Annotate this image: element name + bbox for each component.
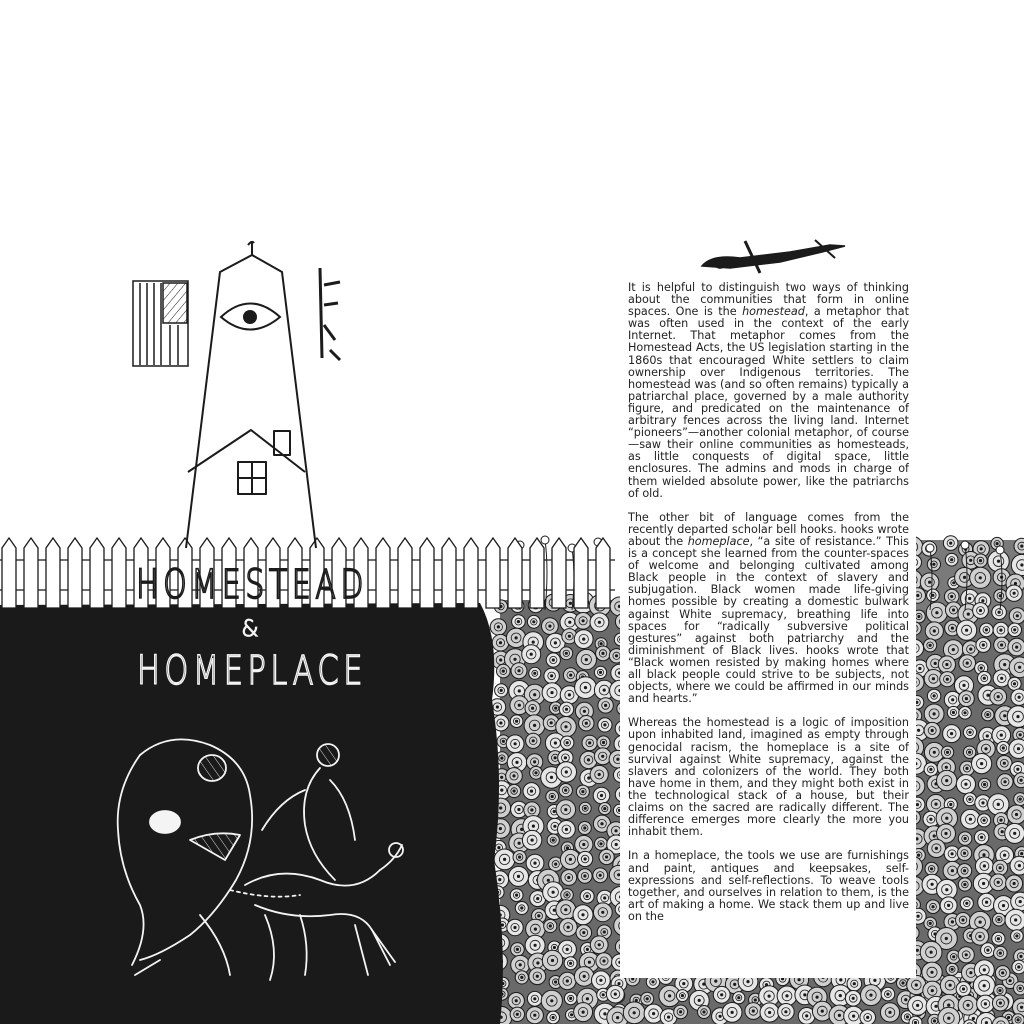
flower-icon [940,897,957,914]
title-homestead: HOMESTEAD [136,562,368,608]
fence-picket [420,538,434,608]
flower-icon [927,839,945,857]
article-paragraph [628,850,909,923]
flower-icon [598,718,612,732]
flower-icon [924,763,938,777]
flower-icon [576,649,596,669]
flower-icon [559,784,572,797]
flower-icon [559,918,577,936]
flower-icon [1012,1014,1024,1024]
flower-icon [1011,930,1024,943]
flower-icon [937,770,957,790]
flower-icon [997,774,1013,790]
flower-icon [1005,823,1024,843]
flower-icon [760,1003,779,1022]
flower-icon [927,558,940,571]
flower-icon [526,854,544,872]
fence-picket [398,538,412,608]
flower-icon [510,1007,524,1021]
flower-icon [674,1005,688,1019]
flower-icon [976,638,991,653]
fence-picket [508,538,522,608]
fence-picket [46,538,60,608]
flower-icon [590,936,608,954]
flower-icon [1007,805,1024,824]
article-text-run: It is helpful to distinguish two ways of thinking about the communities that form in online spaces. One is the [628,282,909,319]
flower-icon [582,735,597,750]
flower-icon [541,990,562,1011]
flower-icon [733,992,745,1004]
flower-icon [881,987,895,1001]
flower-icon [713,986,730,1003]
flower-icon [508,993,524,1009]
flower-icon [510,889,523,902]
flower-icon [992,605,1007,620]
flower-icon [593,903,612,922]
flower-icon [594,666,606,678]
flower-icon [510,715,523,728]
flower-icon [956,913,971,928]
flower-icon [861,985,882,1006]
flower-icon [926,602,947,623]
flower-icon [777,986,797,1006]
flower-icon [564,992,577,1005]
flower-icon [559,702,573,716]
flower-icon [592,971,611,990]
flower-icon [927,589,940,602]
flower-icon [961,541,969,549]
flower-icon [590,613,609,632]
drone-icon [702,240,845,273]
flower-icon [1006,875,1023,892]
flower-icon [529,968,546,985]
flower-icon [926,544,934,552]
flower-icon [546,653,560,667]
flower-icon [880,1003,899,1022]
fence-picket [552,538,566,608]
flower-icon [495,684,508,697]
fence-picket [530,538,544,608]
flower-icon [644,1004,663,1023]
flower-icon [513,851,526,864]
flower-icon [994,946,1008,960]
flower-icon [599,803,611,815]
flower-icon [564,957,577,970]
flower-icon [676,990,688,1002]
flower-icon [947,706,959,718]
flower-icon [943,725,961,743]
flower-icon [972,754,992,774]
flower-icon [994,589,1007,602]
flower-icon [990,874,1007,891]
flower-icon [574,1003,593,1022]
flower-icon [920,573,939,592]
flower-icon [958,947,974,963]
flower-icon [975,857,993,875]
flower-icon [576,925,592,941]
flower-icon [990,688,1007,705]
flower-icon [925,622,943,640]
flower-icon [924,722,940,738]
flower-icon [556,762,576,782]
flower-icon [506,768,523,785]
fence-picket [376,538,390,608]
flower-icon [526,733,541,748]
flower-icon [507,784,520,797]
flower-icon [596,953,612,969]
flower-icon [559,972,576,989]
flower-icon [1009,739,1024,758]
flower-icon [977,995,995,1013]
flower-icon [556,800,576,820]
flower-icon [974,554,987,567]
flower-icon [560,647,573,660]
flower-icon [578,822,591,835]
flower-icon [978,671,992,685]
flower-icon [543,882,564,903]
flower-icon [920,941,942,963]
flower-icon [922,962,942,982]
flower-icon [506,735,524,753]
flower-icon [542,950,562,970]
flower-icon [522,645,541,664]
flower-icon [558,821,576,839]
flower-icon [547,1011,560,1024]
flower-icon [959,707,972,720]
flower-icon [958,832,972,846]
flower-icon [943,536,958,551]
flower-icon [995,966,1010,981]
flower-icon [527,615,540,628]
flower-icon [993,913,1006,926]
flower-icon [547,834,559,846]
flower-icon [590,765,608,783]
flower-icon [938,1007,960,1024]
flower-icon [908,996,928,1016]
flower-icon [958,878,971,891]
flower-icon [960,897,973,910]
article-text-run: , “a site of resistance.” This is a concept she learned from the counter-spaces of welcome and belonging cultivated among Black people in the context of slavery and subjugation. Black women made life-giving homes possible by creating a domestic bulwark against White supremacy, breathing life into spaces for “radically subversive political gestures” against both patriarchy and the diminishment of Black lives. hooks wrote that “Black women resisted by making homes where all black people could strive to be subjects, not objects, where we could be affirmed in our minds and hearts.” [628,534,909,706]
flower-icon [494,849,515,870]
fence-picket [90,538,104,608]
flower-icon [511,663,527,679]
flower-icon [563,668,578,683]
flower-icon [698,1006,711,1019]
flower-icon [1007,706,1024,728]
fence-picket [2,538,16,608]
flower-icon [979,778,991,790]
flower-icon [575,613,592,630]
fence-picket [596,538,610,608]
flower-icon [575,677,597,699]
flower-icon [959,691,975,707]
flower-icon [529,667,541,679]
flower-icon [956,982,971,997]
fence-picket [24,538,38,608]
flower-icon [978,814,991,827]
flower-icon [926,900,940,914]
flower-icon [574,630,593,649]
flower-icon [515,902,528,915]
flower-icon [507,919,523,935]
flower-icon [593,787,610,804]
flower-icon [924,704,944,724]
flower-icon [963,726,976,739]
flower-icon [957,846,971,860]
flower-icon [1006,585,1022,601]
flower-icon [512,615,526,629]
flower-icon [578,869,592,883]
flower-icon [606,985,624,1003]
flower-icon [575,835,593,853]
flower-icon [1009,608,1024,624]
flower-icon [993,622,1009,638]
flower-icon [959,655,976,672]
eye-icon [221,304,280,330]
flower-icon [1008,677,1021,690]
flower-icon [957,620,977,640]
flower-icon [595,837,608,850]
flower-icon [1005,909,1024,930]
flower-icon [973,975,995,997]
flower-icon [940,672,955,687]
title-ampersand: & [241,617,259,642]
flower-icon [599,849,614,864]
flower-icon [542,683,562,703]
flower-icon [745,1003,762,1020]
flower-icon [525,701,540,716]
flower-icon [1010,856,1024,875]
flower-icon [993,860,1008,875]
article-paragraph [628,717,909,838]
flower-icon [594,748,611,765]
article-text-run: The other bit of language comes from the recently departed scholar bell hooks. hooks wrote about the [628,510,909,548]
flower-icon [958,995,978,1015]
title-homeplace: HOMEPLACE [137,648,367,694]
flower-icon [593,868,608,883]
flower-icon [924,639,937,652]
fence-picket [574,538,588,608]
cross-icon [320,268,340,360]
flower-icon [579,802,591,814]
flower-icon [970,567,991,588]
article-text-run: Whereas the homestead is a logic of imposition upon inhabited land, imagined as empty through genocidal racism, the homeplace is a site of survival against White supremacy, against the slavers and colonizers of the world. They both have home in them, and they might both exist in the technological stack of a house, but their claims on the sacred are radically different. The difference emerges more clearly the more you inhabit them. [628,716,909,839]
flower-icon [981,943,996,958]
flower-icon [980,623,994,637]
fence-picket [464,538,478,608]
flower-icon [1012,960,1024,974]
flower-icon [515,971,528,984]
flower-icon [579,716,594,731]
flower-icon [992,932,1005,945]
flower-icon [988,794,1009,815]
flower-icon [1011,689,1024,705]
article-paragraph [628,512,909,706]
flower-icon [623,1002,645,1024]
flower-icon [561,870,577,886]
fence-picket [486,538,500,608]
flower-icon [927,689,940,702]
flower-icon [542,618,559,635]
flower-icon [578,851,593,866]
flower-icon [511,943,525,957]
flower-icon [845,991,861,1007]
flower-icon [525,935,545,955]
flower-icon [997,741,1010,754]
flower-icon [860,1010,876,1024]
flower-icon [497,664,511,678]
flower-icon [1014,793,1024,806]
flower-icon [509,866,529,886]
flower-icon [938,656,955,673]
flower-icon [490,619,506,635]
flower-icon [580,889,594,903]
flower-icon [544,668,559,683]
flower-icon [996,546,1004,554]
fence-picket [442,538,456,608]
flower-icon [973,603,989,619]
flower-icon [1014,982,1024,995]
flower-icon [598,698,613,713]
flower-icon [909,1016,922,1024]
flower-icon [992,995,1008,1011]
flower-icon [541,536,549,544]
flower-icon [994,637,1010,653]
article-text-run: homestead [742,305,805,319]
flower-icon [941,746,953,758]
flower-icon [982,708,994,720]
flower-icon [925,862,938,875]
flower-icon [546,790,559,803]
flower-icon [526,1007,543,1024]
flower-icon [1014,773,1024,788]
article-text-run: homeplace [687,534,750,548]
flower-icon [946,963,958,975]
flower-icon [527,991,542,1006]
flower-icon [561,736,574,749]
article-text-run: In a homeplace, the tools we use are furnishings and paint, antiques and keepsakes, self-expressions and self-reflections. To weave tools together, and ourselves in relation to them, is the art of making a home. We stack them up and live on the [628,849,909,923]
flower-icon [978,893,996,911]
fence-picket [68,538,82,608]
flower-icon [956,775,975,794]
flower-icon [596,646,611,661]
flower-icon [958,864,972,878]
flower-icon [523,783,540,800]
flower-icon [945,553,958,566]
flower-icon [1008,623,1022,637]
flower-icon [974,830,988,844]
article-paragraph [628,282,909,500]
flower-icon [597,736,610,749]
flower-icon [576,785,589,798]
flower-icon [778,1004,795,1021]
fence-picket [112,538,126,608]
flower-icon [574,967,594,987]
flower-icon [641,992,654,1005]
flower-icon [522,830,541,849]
tower-house [186,242,316,548]
flower-icon [722,1003,742,1023]
article-body [628,282,909,982]
article-text-run: , a metaphor that was often used in the context of the early Internet. That metaphor comes from the Homestead Acts, the US legislation starting in the 1860s that encouraged White settlers to claim ownership over Indigenous territories. The homestead was (and so often remains) typically a patriarchal place, governed by a male authority figure, and predicated on the maintenance of arbitrary fences across the living land. Internet “pioneers”—another colonial metaphor, of course—saw their online communities as homesteads, as little conquests of digital space, little enclosures. The admins and mods in charge of them wielded absolute power, like the patriarchs of old. [628,305,909,500]
flower-icon [1008,638,1024,656]
flower-icon [544,919,557,932]
flower-icon [524,715,545,736]
flag-icon [133,281,188,366]
